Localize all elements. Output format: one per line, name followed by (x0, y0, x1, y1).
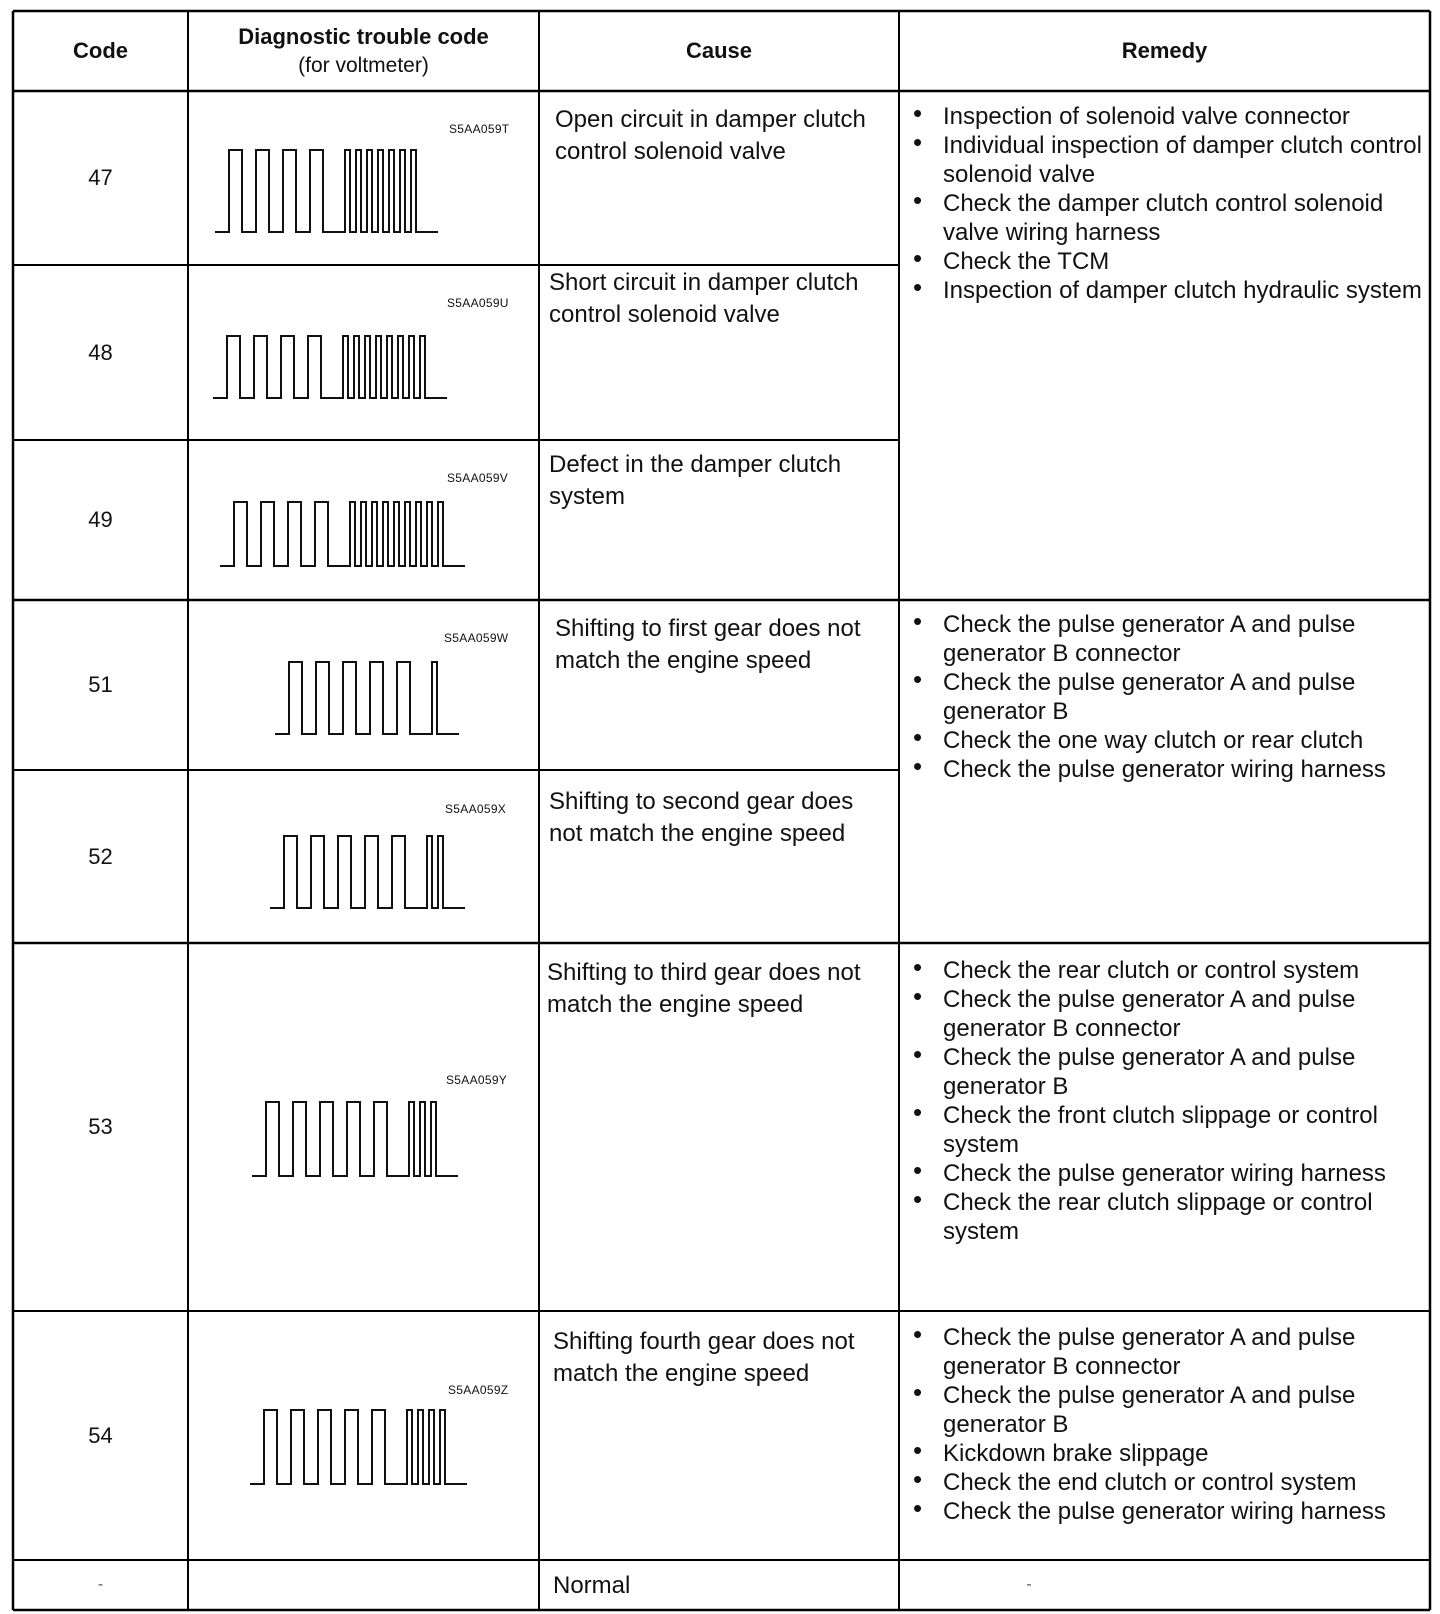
code-cell: 49 (88, 507, 113, 532)
pulse-trace (213, 336, 447, 398)
pulse-trace (270, 836, 465, 908)
remedy-item: • Check the pulse generator wiring harness (911, 755, 1424, 784)
remedy-group-gear-3 (899, 956, 1430, 1246)
figure-ref: S5AA059U (447, 296, 509, 310)
code-cell: - (97, 1576, 104, 1593)
code-cell: 52 (88, 843, 113, 869)
remedy-item: • Check the rear clutch or control system (911, 956, 1424, 985)
remedy-item: • Check the pulse generator wiring harness (911, 1159, 1424, 1188)
pulse-waveform (213, 334, 513, 404)
header-code (13, 11, 188, 91)
figure-ref: S5AA059X (445, 802, 507, 816)
pulse-waveform (215, 148, 505, 238)
cause-text: Shifting fourth gear does not match the engine speed (553, 1328, 855, 1387)
pulse-waveform (250, 1408, 490, 1490)
remedy-group-gear-4 (899, 1323, 1430, 1526)
remedy-item: • Check the pulse generator A and pulse generator B (911, 1043, 1424, 1101)
pulse-waveform (220, 500, 540, 572)
cause-text: Shifting to third gear does not match the engine speed (547, 959, 861, 1018)
cause-text: Normal (553, 1572, 631, 1599)
remedy-item: • Check the TCM (911, 247, 1424, 276)
pulse-trace (250, 1410, 467, 1484)
header-dtc-sub: (for voltmeter) (298, 54, 429, 77)
remedy-item: • Check the rear clutch slippage or control system (911, 1188, 1424, 1246)
remedy-item: • Inspection of solenoid valve connector (911, 102, 1424, 131)
pulse-waveform (270, 834, 470, 914)
header-dtc-label: Diagnostic trouble code (238, 24, 489, 49)
header-cause-label: Cause (685, 38, 753, 63)
remedy-item: • Check the damper clutch control solenoid valve wiring harness (911, 189, 1424, 247)
figure-ref: S5AA059V (447, 471, 509, 485)
figure-ref: S5AA059T (449, 122, 510, 136)
remedy-item: • Check the front clutch slippage or control system (911, 1101, 1424, 1159)
remedy-item: • Check the pulse generator A and pulse generator B connector (911, 1323, 1424, 1381)
remedy-item: • Individual inspection of damper clutch control solenoid valve (911, 131, 1424, 189)
figure-ref: S5AA059Z (448, 1383, 509, 1397)
remedy-group-damper (899, 102, 1430, 305)
remedy-item: • Check the one way clutch or rear clutch (911, 726, 1424, 755)
pulse-trace (275, 662, 459, 734)
remedy-item: • Check the pulse generator A and pulse generator B (911, 668, 1424, 726)
remedy-item: • Kickdown brake slippage (911, 1439, 1424, 1468)
code-cell: 54 (88, 1422, 113, 1448)
cause-text: Shifting to second gear does not match the engine speed (549, 788, 854, 847)
header-remedy (899, 11, 1430, 91)
cause-text: Defect in the damper clutch system (549, 451, 842, 510)
remedy-item: • Check the pulse generator A and pulse generator B connector (911, 610, 1424, 668)
remedy-normal: - (1026, 1576, 1032, 1593)
remedy-group-gear-1-2 (899, 610, 1430, 784)
remedy-item: • Check the pulse generator A and pulse generator B (911, 1381, 1424, 1439)
pulse-waveform (252, 1100, 472, 1182)
remedy-item: • Check the end clutch or control system (911, 1468, 1424, 1497)
header-remedy-label: Remedy (1121, 38, 1208, 63)
pulse-trace (215, 150, 438, 232)
code-cell: 48 (88, 339, 113, 365)
pulse-waveform (275, 660, 465, 740)
header-code-label: Code (73, 38, 128, 63)
cause-text: Shifting to first gear does not match the engine speed (555, 615, 861, 674)
remedy-item: • Check the pulse generator A and pulse generator B connector (911, 985, 1424, 1043)
cause-text: Short circuit in damper clutch control solenoid valve (549, 269, 859, 328)
code-cell: 47 (88, 165, 113, 190)
code-cell: 51 (88, 672, 113, 697)
header-dtc (188, 11, 539, 91)
figure-ref: S5AA059W (444, 631, 509, 645)
header-cause (539, 11, 899, 91)
remedy-item: • Inspection of damper clutch hydraulic system (911, 276, 1424, 305)
pulse-trace (252, 1102, 458, 1176)
cause-text: Open circuit in damper clutch control solenoid valve (555, 106, 866, 165)
remedy-item: • Check the pulse generator wiring harness (911, 1497, 1424, 1526)
pulse-trace (220, 502, 465, 566)
code-cell: 53 (88, 1114, 113, 1139)
figure-ref: S5AA059Y (446, 1073, 508, 1087)
